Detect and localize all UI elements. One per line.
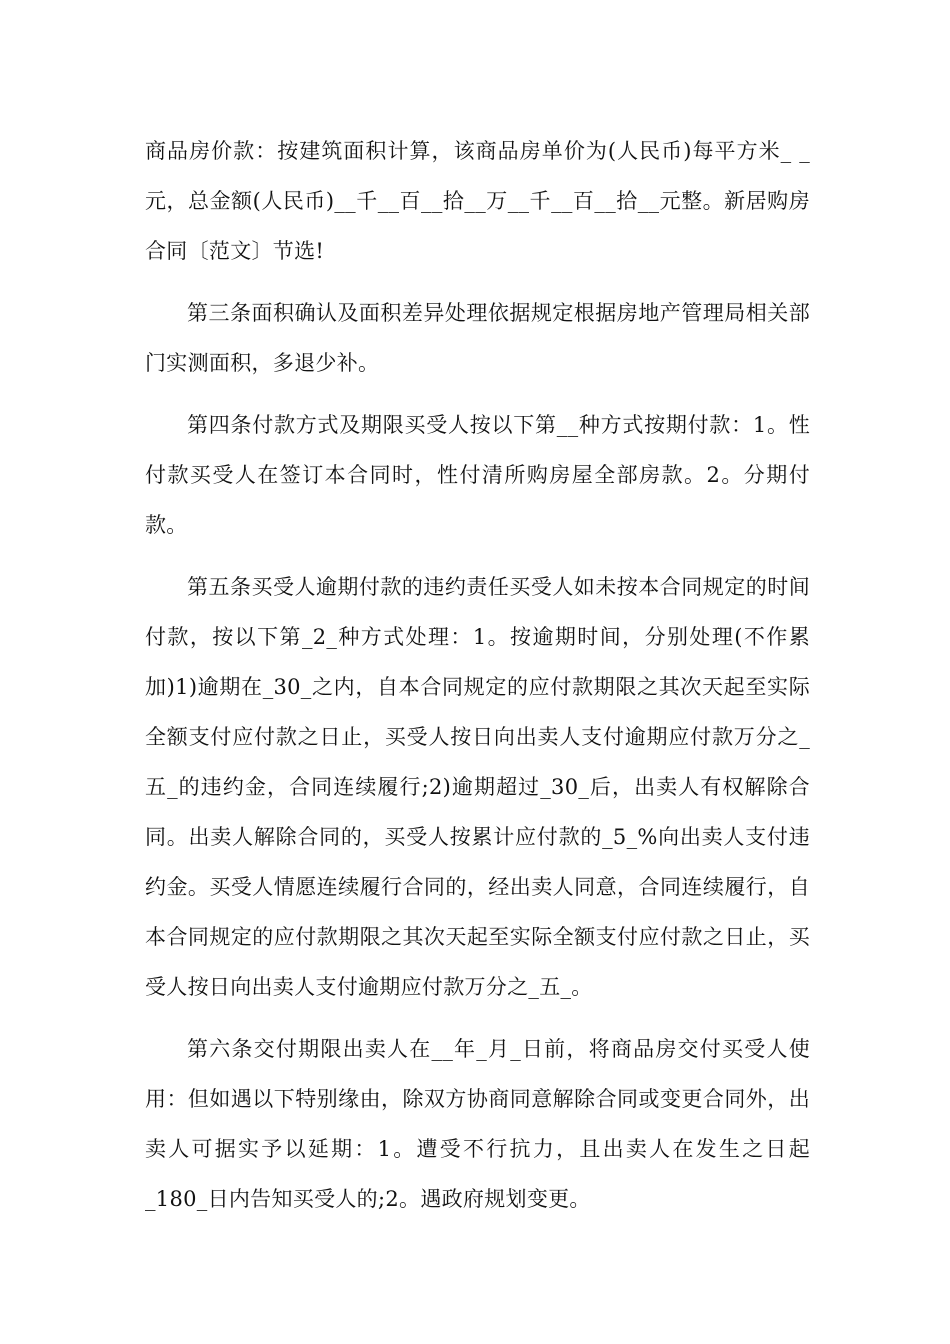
paragraph-price: 商品房价款：按建筑面积计算，该商品房单价为(人民币)每平方米_ _元，总金额(人民币)__千__百__拾__万__千__百__拾__元整。新居购房合同〔范文〕节选! (145, 139, 810, 263)
paragraph-article-6: 第六条交付期限出卖人在__年_月_日前，将商品房交付买受人使用：但如遇以下特别缘由，除双方协商同意解除合同或变更合同外，出卖人可据实予以延期：1。遭受不行抗力，且出卖人在发生之日起_180_日内告知买受人的;2。遇政府规划变更。 (145, 1037, 810, 1211)
paragraph-article-5: 第五条买受人逾期付款的违约责任买受人如未按本合同规定的时间付款，按以下第_2_种方式处理：1。按逾期时间，分别处理(不作累加)1)逾期在_30_之内，自本合同规定的应付款期限之其次天起至实际全额支付应付款之日止，买受人按日向出卖人支付逾期应付款万分之_五_的违约金，合同连续履行;2)逾期超过_30_后，出卖人有权解除合同。出卖人解除合同的，买受人按累计应付款的_5_%向出卖人支付违约金。买受人情愿连续履行合同的，经出卖人同意，合同连续履行，自本合同规定的应付款期限之其次天起至实际全额支付应付款之日止，买受人按日向出卖人支付逾期应付款万分之_五_。 (145, 575, 810, 999)
document-body (145, 126, 810, 1236)
paragraph-article-3: 第三条面积确认及面积差异处理依据规定根据房地产管理局相关部门实测面积，多退少补。 (145, 301, 810, 375)
paragraph-article-4: 第四条付款方式及期限买受人按以下第__种方式按期付款：1。性付款买受人在签订本合同时，性付清所购房屋全部房款。2。分期付款。 (145, 413, 810, 537)
